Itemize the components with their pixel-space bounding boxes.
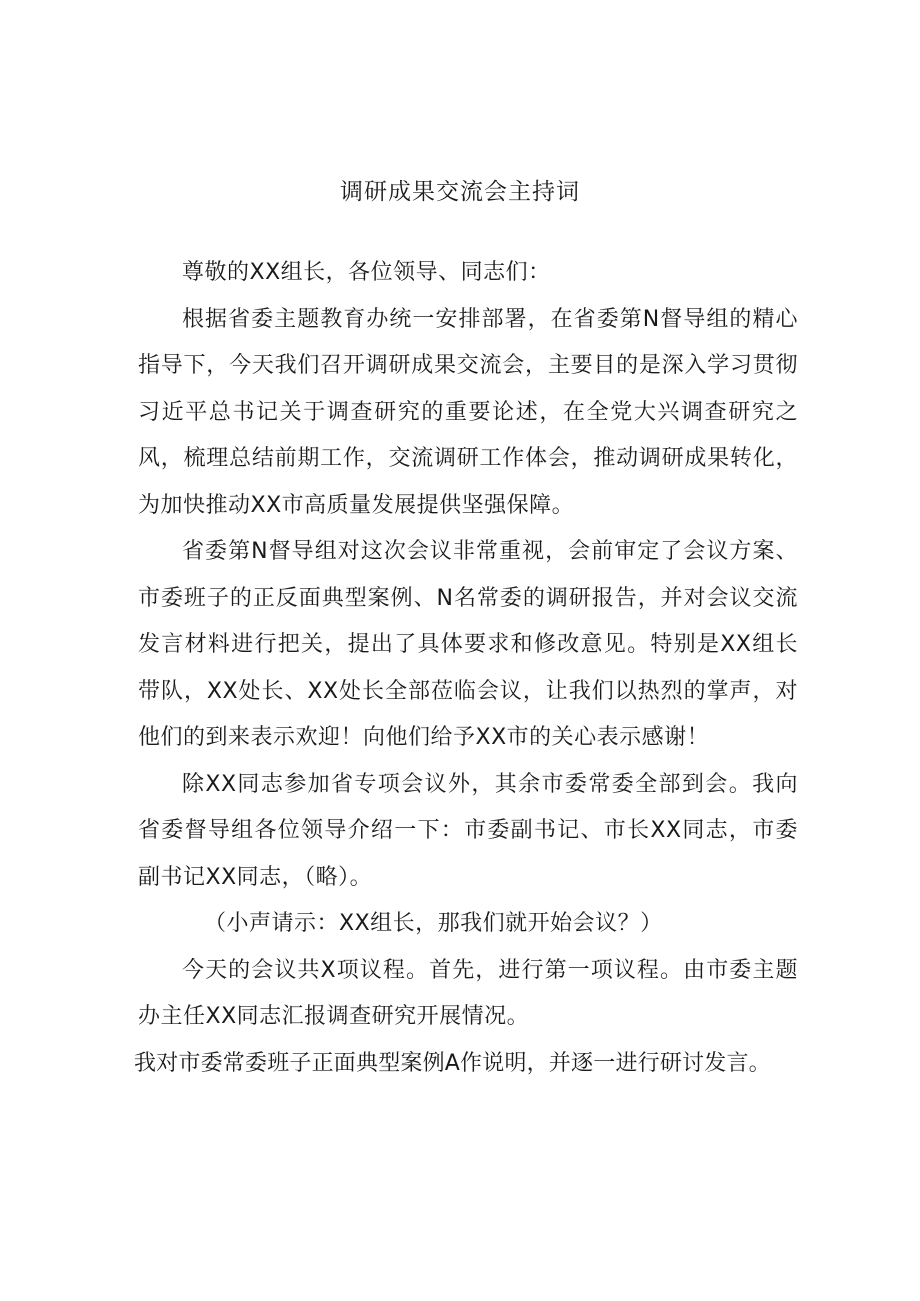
salutation-paragraph: 尊敬的XX组长，各位领导、同志们：	[182, 260, 551, 285]
body-paragraph: 今天的会议共X项议程。首先，进行第一项议程。由市委主题办主任XX同志汇报调查研究开展情况。	[138, 957, 798, 1029]
aside-paragraph: （小声请示：XX组长，那我们就开始会议？）	[204, 911, 663, 936]
document-body	[134, 250, 798, 1087]
body-paragraph: 省委第N督导组对这次会议非常重视，会前审定了会议方案、市委班子的正反面典型案例、N名常委的调研报告，并对会议交流发言材料进行把关，提出了具体要求和修改意见。特别是XX组长带队，XX处长、XX处长全部莅临会议，让我们以热烈的掌声，对他们的到来表示欢迎！向他们给予XX市的关心表示感谢！	[138, 539, 798, 750]
body-paragraph: 除XX同志参加省专项会议外，其余市委常委全部到会。我向省委督导组各位领导介绍一下：市委副书记、市长XX同志，市委副书记XX同志，（略）。	[138, 771, 798, 890]
body-paragraph: 我对市委常委班子正面典型案例A作说明，并逐一进行研讨发言。	[134, 1050, 771, 1076]
document-title: 调研成果交流会主持词	[340, 179, 580, 205]
body-paragraph: 根据省委主题教育办统一安排部署，在省委第N督导组的精心指导下，今天我们召开调研成果交流会，主要目的是深入学习贯彻习近平总书记关于调查研究的重要论述，在全党大兴调查研究之风，梳理总结前期工作，交流调研工作体会，推动调研成果转化，为加快推动XX市高质量发展提供坚强保障。	[138, 306, 798, 518]
